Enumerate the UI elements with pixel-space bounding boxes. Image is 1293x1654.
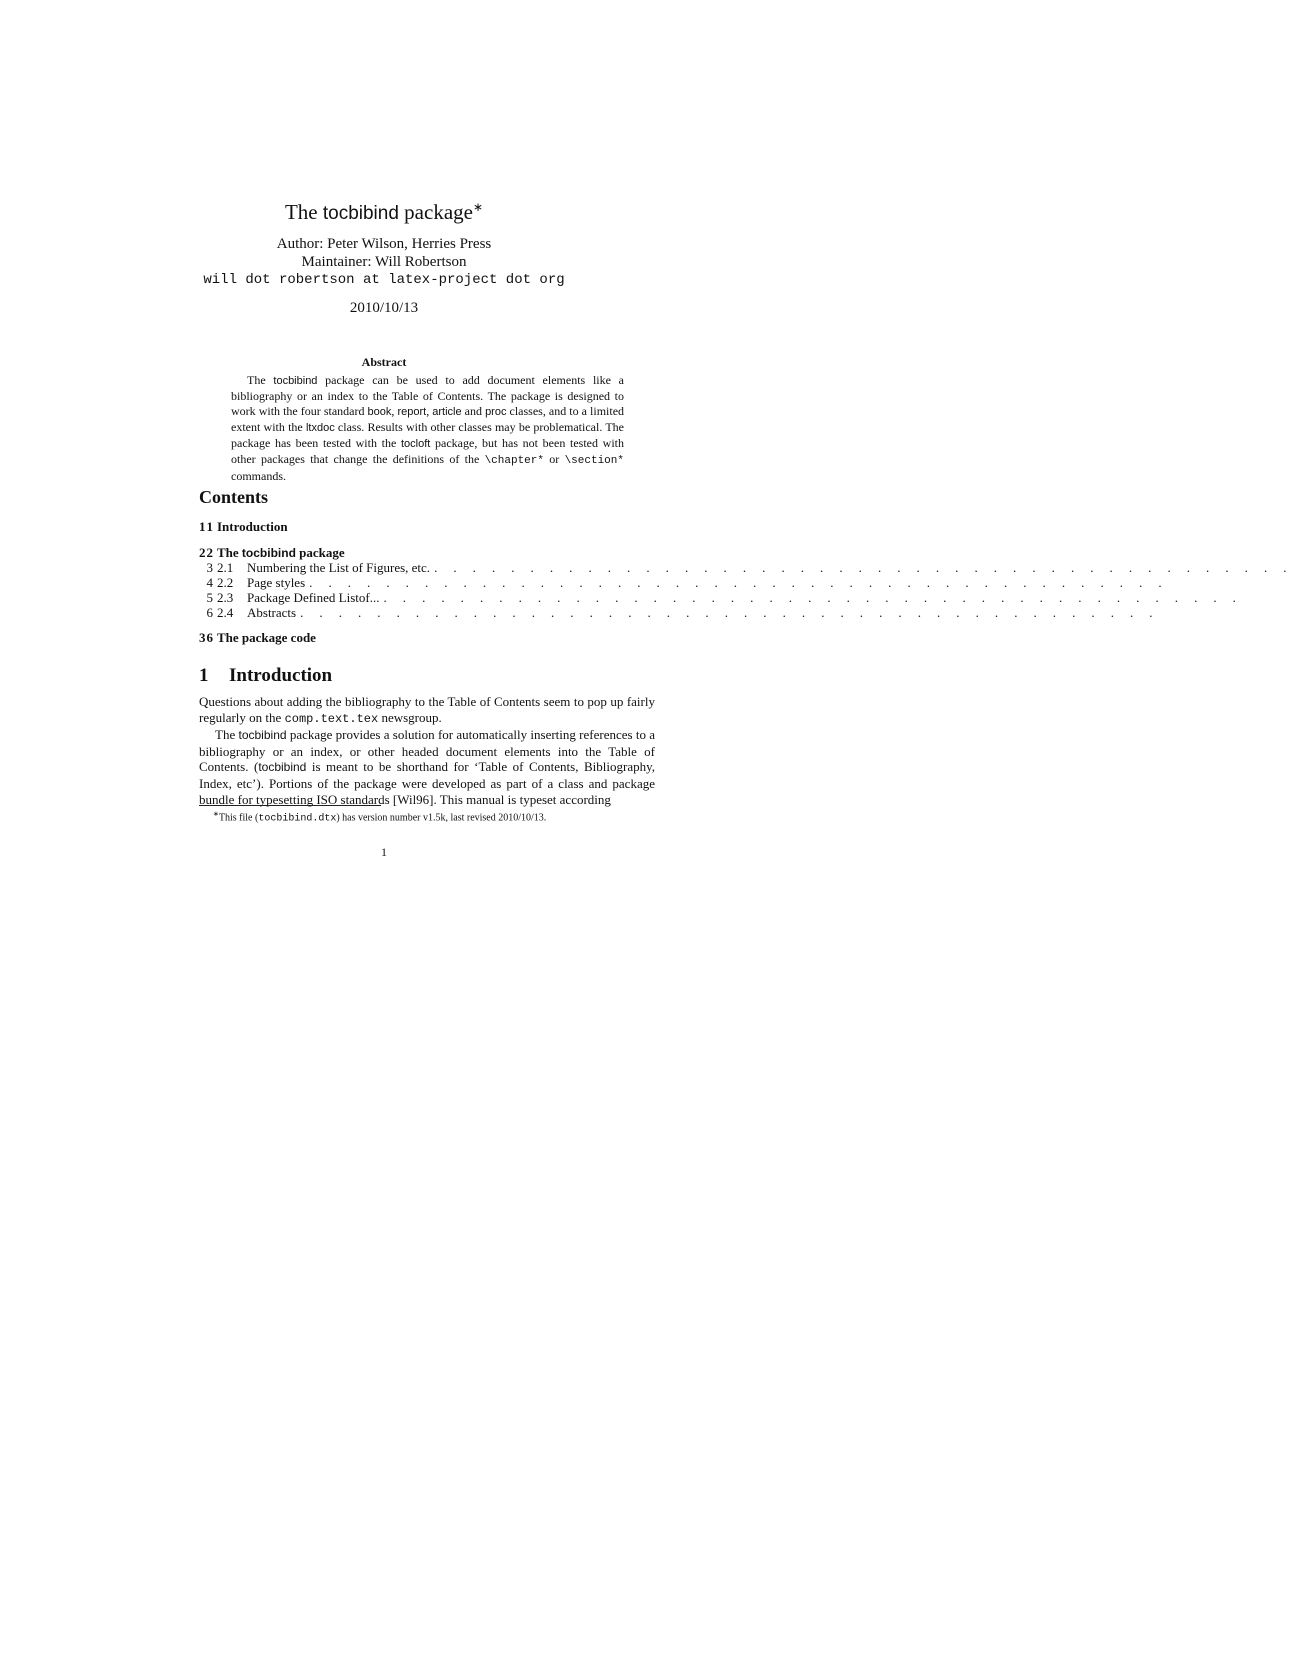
- title-footnote-mark: ∗: [472, 200, 484, 214]
- footnote: [213, 808, 546, 825]
- abstract-package-name: tocbibind: [273, 375, 318, 387]
- toc-leader-dots: . . . . . . . . . . . . . . . . . . . . . . . . . . . . . . . . . . . . . . . . . . . . .: [383, 590, 1243, 605]
- document-date: 2010/10/13: [349, 300, 419, 316]
- abstract-text-part: commands.: [231, 469, 286, 483]
- toc-entry-number: 1: [199, 519, 206, 534]
- title-prefix: The: [284, 200, 318, 224]
- abstract-class-name: article: [432, 406, 462, 418]
- paragraph-text: newsgroup.: [378, 709, 442, 725]
- toc-entry[interactable]: [199, 519, 655, 535]
- toc-entry-label: Package Defined Listof...: [247, 590, 380, 605]
- toc-entry[interactable]: [199, 560, 1293, 576]
- toc-entry-page: 2: [206, 545, 213, 560]
- toc-entry[interactable]: [199, 605, 1159, 621]
- footnote-mark: ∗: [213, 810, 219, 818]
- toc-entry-page: 4: [206, 575, 213, 590]
- toc-entry-number: 2: [199, 545, 206, 560]
- abstract-command: \section*: [564, 455, 624, 467]
- abstract-text: [231, 373, 624, 484]
- footnote-text: ) has version number v1.5k, last revised 2010/10/13.: [336, 812, 547, 824]
- abstract-class-name: ltxdoc: [305, 422, 335, 434]
- abstract-text-part: ,: [426, 404, 433, 418]
- maintainer-email: will dot robertson at latex-project dot org: [203, 272, 565, 288]
- toc-entry-label-part: The: [217, 545, 242, 560]
- newsgroup-name: comp.text.tex: [284, 711, 379, 726]
- abstract-package-name: tocloft: [400, 438, 431, 450]
- abstract-text-part: or: [544, 452, 565, 466]
- package-name: tocbibind: [238, 728, 287, 743]
- toc-entry-page: 6: [206, 605, 213, 620]
- section-number: 1: [199, 665, 209, 686]
- toc-entry-label: Abstracts: [247, 605, 297, 620]
- abstract-text-part: and: [461, 404, 486, 418]
- footnote-text: This file (: [218, 812, 259, 824]
- paragraph: [199, 727, 655, 807]
- abstract-text-part: The: [247, 373, 274, 387]
- abstract-heading: Abstract: [361, 355, 407, 369]
- toc-entry-number: 2.2: [217, 575, 234, 590]
- paragraph-text: Questions about adding the bibliography to the Table of Contents seem to pop up fairly regularly on the: [199, 694, 655, 725]
- title-package-name: tocbibind: [322, 203, 399, 224]
- toc-entry-label: The package code: [217, 630, 316, 645]
- paragraph-text: package provides a solution for automatically inserting references to a bibliography or an index, or other headed document elements into the Table of Contents. (: [199, 727, 655, 775]
- toc-entry[interactable]: [199, 590, 1243, 606]
- title-suffix: package: [404, 200, 473, 224]
- toc-entry-label: Numbering the List of Figures, etc.: [247, 560, 431, 575]
- abstract-text-part: class. Results with other classes may be problematical. The package has been tested with the: [231, 420, 624, 450]
- package-name: tocbibind: [258, 760, 307, 775]
- paragraph: [199, 694, 655, 727]
- author-block: [0, 235, 768, 289]
- section-heading: [199, 665, 332, 687]
- footnote-rule: [199, 805, 381, 806]
- abstract-class-name: report: [397, 406, 427, 418]
- section-title: Introduction: [229, 665, 333, 686]
- author-line: Author: Peter Wilson, Herries Press: [276, 236, 492, 252]
- toc-entry-number: 2.4: [217, 605, 234, 620]
- toc-entry[interactable]: [199, 575, 1168, 591]
- paragraph-text: is meant to be shorthand for ‘Table of Contents, Bibliography, Index, etc’). Portions of the package were developed as part of a class and package bundle for typesetting ISO standards [Wil96]. This manual is typeset according: [199, 759, 655, 807]
- toc-entry-label-part: package: [295, 545, 345, 560]
- abstract-text-part: ,: [391, 404, 398, 418]
- abstract-class-name: proc: [485, 406, 507, 418]
- page-number: 1: [381, 845, 387, 859]
- maintainer-line: Maintainer: Will Robertson: [301, 254, 467, 270]
- toc-entry-page: 5: [206, 590, 213, 605]
- toc-leader-dots: . . . . . . . . . . . . . . . . . . . . . . . . . . . . . . . . . . . . . . . . . . . . .: [309, 575, 1168, 590]
- contents-heading: Contents: [199, 487, 269, 507]
- toc-entry-number: 2.3: [217, 590, 234, 605]
- paragraph-text: The: [215, 727, 239, 743]
- toc-entry-label: Page styles: [247, 575, 306, 590]
- toc-entry-label: Introduction: [217, 519, 288, 534]
- abstract-command: \chapter*: [484, 455, 544, 467]
- abstract-text-part: package can be used to add document elements like a bibliography or an index to the Table of Contents. The package is designed to work with the four standard: [231, 373, 624, 418]
- abstract-text-part: package, but has not been tested with other packages that change the definitions of the: [231, 436, 625, 466]
- toc-leader-dots: . . . . . . . . . . . . . . . . . . . . . . . . . . . . . . . . . . . . . . . . . . . . .: [434, 560, 1293, 575]
- footnote-filename: tocbibind.dtx: [258, 813, 337, 825]
- toc-entry[interactable]: [199, 545, 655, 561]
- toc-entry-page: 1: [206, 519, 213, 534]
- document-title: [0, 193, 768, 228]
- abstract-text-part: classes, and to a limited extent with the: [231, 404, 625, 434]
- toc-entry-package-name: tocbibind: [241, 546, 296, 560]
- toc-entry-page: 6: [206, 630, 213, 645]
- toc-entry-number: 2.1: [217, 560, 234, 575]
- abstract-class-name: book: [367, 406, 392, 418]
- section-body: [199, 694, 655, 807]
- toc-leader-dots: . . . . . . . . . . . . . . . . . . . . . . . . . . . . . . . . . . . . . . . . . . . . .: [300, 605, 1159, 620]
- toc-entry-label: [217, 545, 345, 561]
- toc-entry[interactable]: [199, 630, 655, 646]
- toc-entry-number: 3: [199, 630, 206, 645]
- toc-entry-page: 3: [206, 560, 213, 575]
